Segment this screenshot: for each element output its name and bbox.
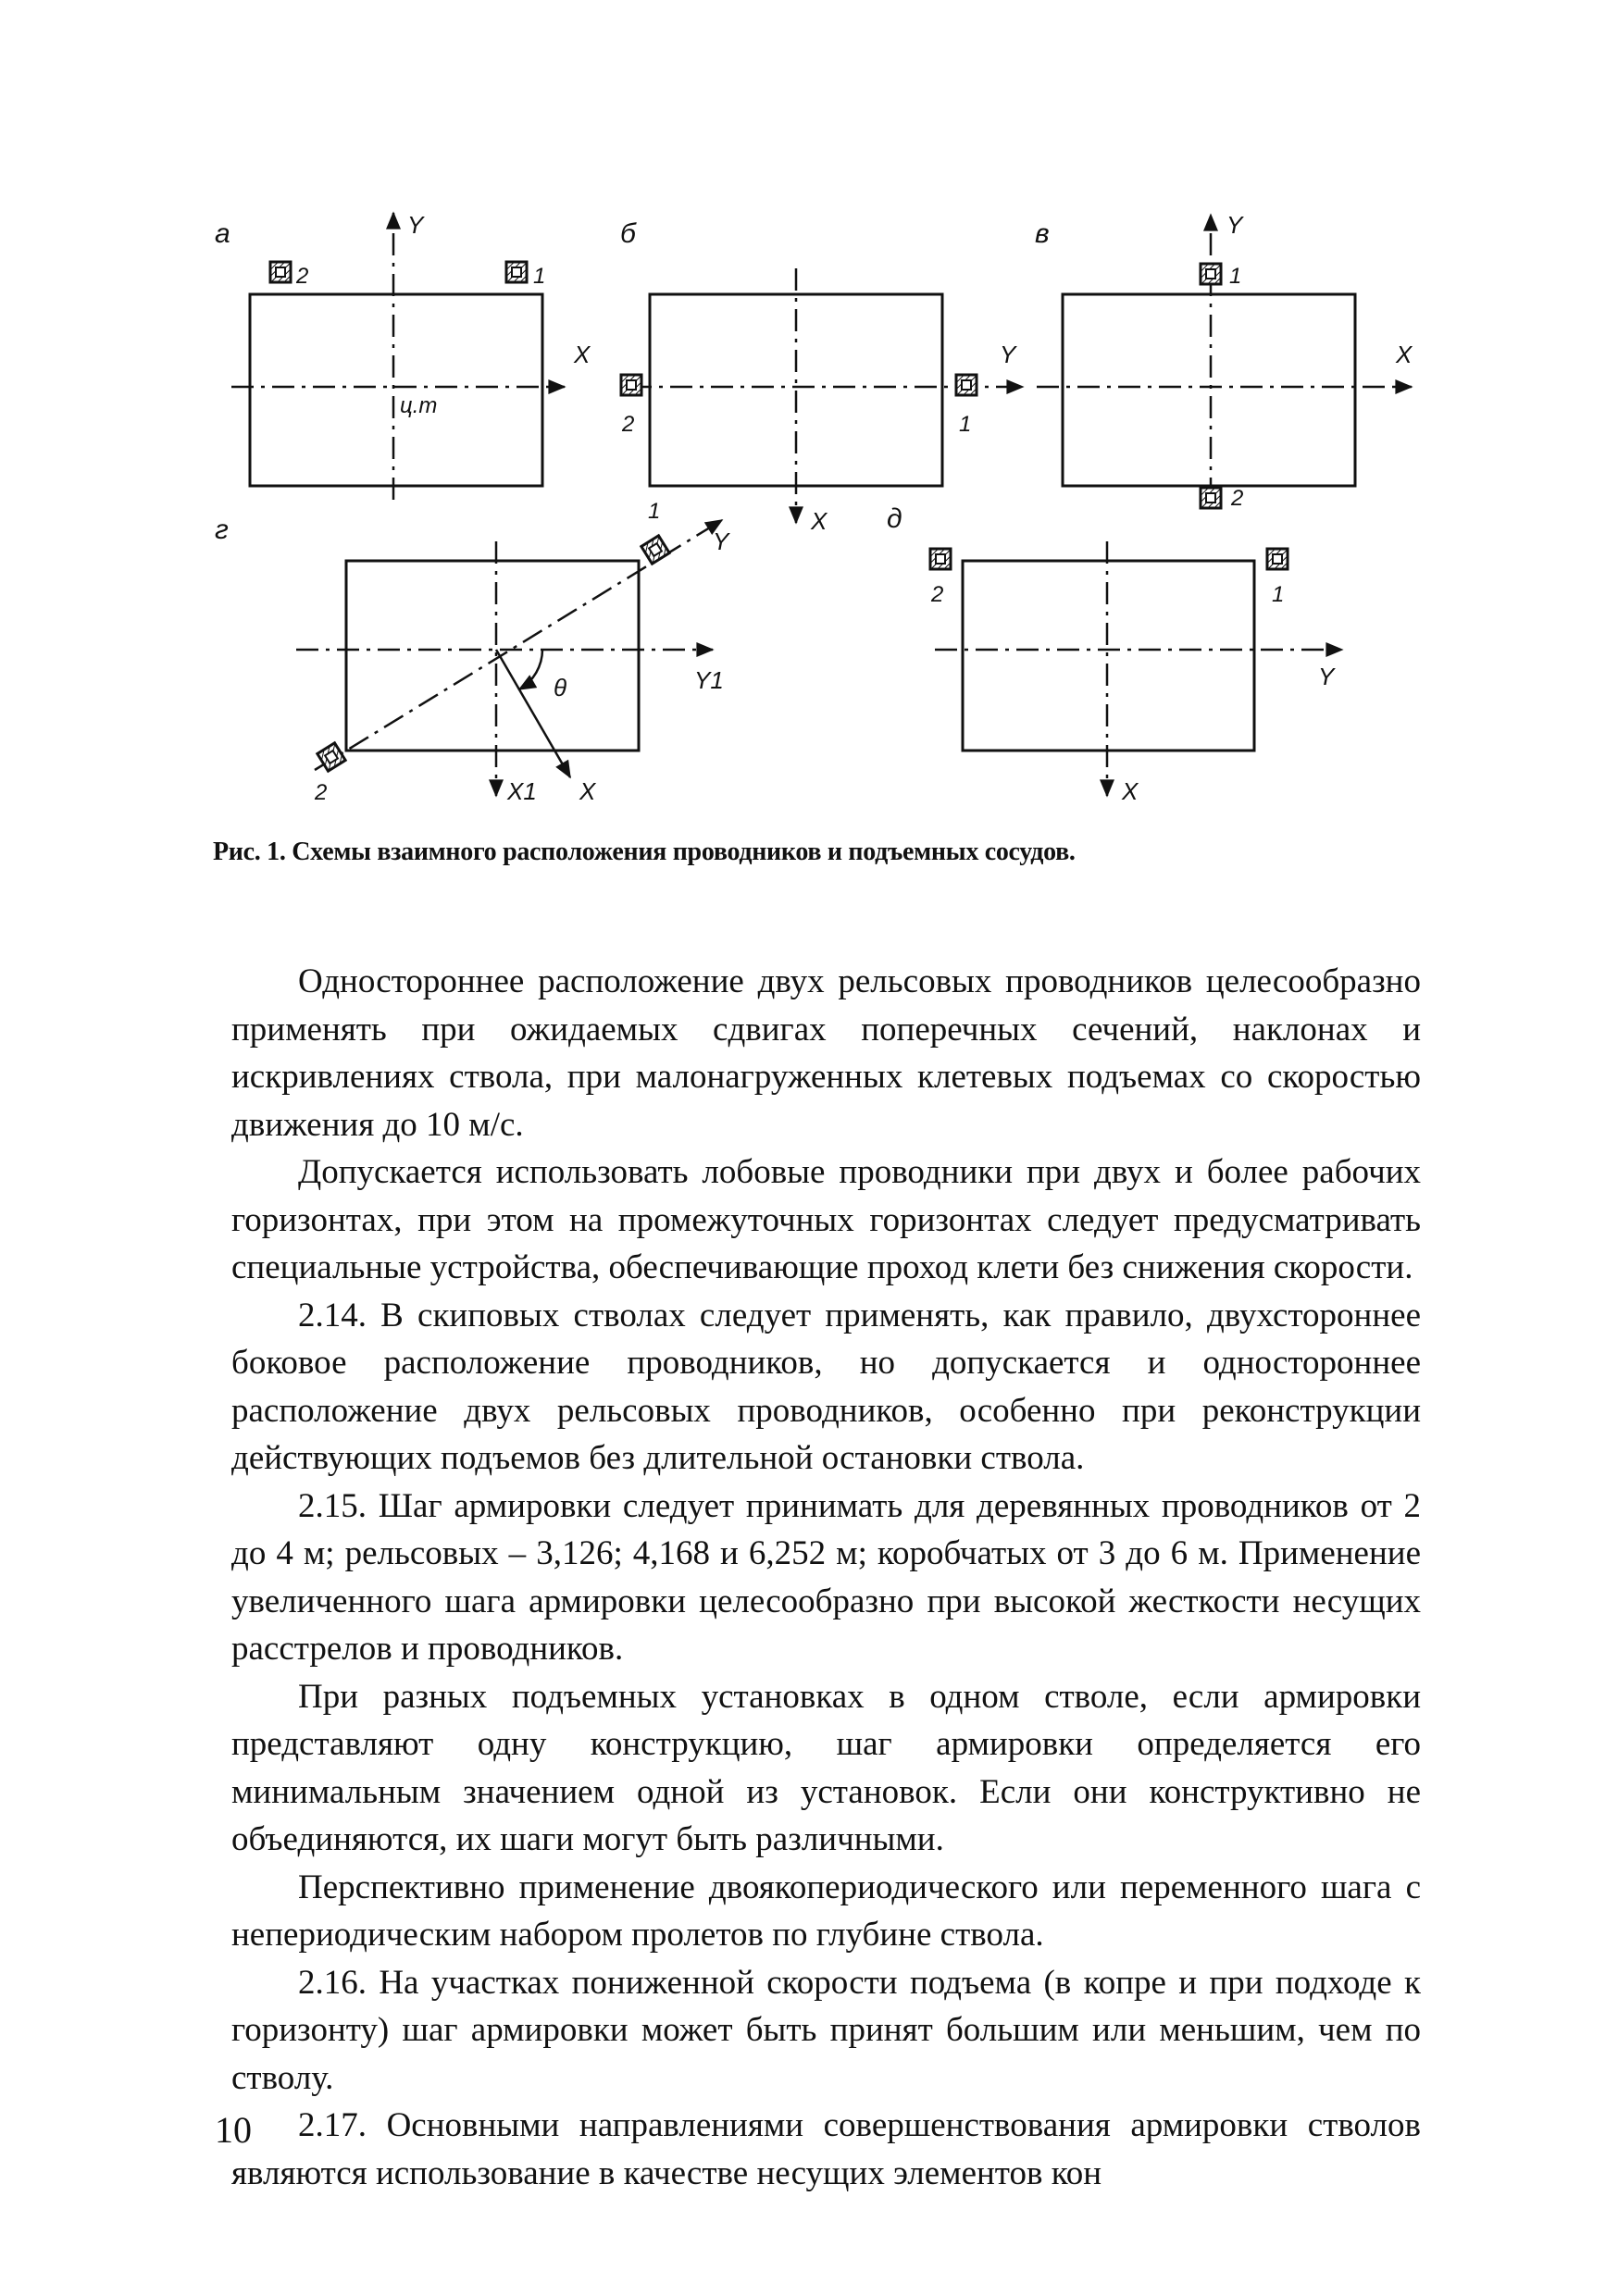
paragraph-4: 2.15. Шаг армировки следует принимать для деревянных проводников от 2 до 4 м; рельсовых – 3,126; 4,168 и 6,252 м; коробчатых от 3 до 6 м. Применение увеличенного шага армировки целесообразно при высокой жесткости несущих расстрелов и проводников. bbox=[231, 1486, 1421, 1668]
panel-b-label-x: X bbox=[811, 507, 828, 535]
panel-a-guide-2 bbox=[270, 262, 291, 282]
panel-v-label-x: X bbox=[1396, 341, 1413, 368]
panel-d-vessel bbox=[963, 561, 1254, 751]
panel-g-label-x: X bbox=[579, 777, 596, 805]
panel-v-guide-2-label: 2 bbox=[1231, 486, 1244, 511]
panel-v-letter: в bbox=[1035, 218, 1050, 249]
panel-b-letter: б bbox=[620, 218, 636, 249]
paragraph-5: При разных подъемных установках в одном стволе, если армировки представляют одну конструкцию, шаг армировки определяется его минимальным значением одной из установок. Если они конструктивно не объединяются, их шаги могут быть различными. bbox=[231, 1677, 1421, 1858]
panel-d-guide-2 bbox=[930, 549, 951, 569]
panel-b-guide-1-label: 1 bbox=[959, 412, 972, 437]
panel-a-guide-1 bbox=[506, 262, 527, 282]
panel-g-angle-arc bbox=[519, 650, 542, 689]
panel-g-guide-1-label: 1 bbox=[648, 499, 661, 524]
panel-g-letter: г bbox=[215, 515, 229, 545]
panel-a-letter: а bbox=[215, 218, 230, 249]
panel-b-guide-2-label: 2 bbox=[622, 412, 635, 437]
panel-g-guide-2-label: 2 bbox=[315, 780, 328, 805]
panel-d-guide-1-label: 1 bbox=[1272, 582, 1285, 607]
panel-g-guide-1 bbox=[641, 536, 669, 564]
figure-guide-layouts bbox=[0, 0, 1618, 833]
panel-v-guide-1-label: 1 bbox=[1229, 264, 1242, 289]
paragraph-1: Одностороннее расположение двух рельсовых проводников целесообразно применять при ожидаемых сдвигах поперечных сечений, наклонах и искривлениях ствола, при малонагруженных клетевых подъемах со скоростью движения до 10 м/с. bbox=[231, 962, 1421, 1144]
panel-b-label-y: Y bbox=[1000, 341, 1016, 368]
panel-b bbox=[620, 218, 1023, 535]
paragraph-7: 2.16. На участках пониженной скорости подъема (в копре и при подходе к горизонту) шаг армировки может быть принят большим или меньшим, чем по стволу. bbox=[231, 1963, 1421, 2097]
panel-a-guide-2-label: 2 bbox=[296, 264, 309, 289]
panel-v-label-y: Y bbox=[1226, 211, 1243, 239]
paragraph-8: 2.17. Основными направлениями совершенствования армировки стволов являются использование в качестве несущих элементов кон bbox=[231, 2106, 1421, 2192]
panel-d-letter: д bbox=[887, 503, 902, 534]
panel-g-label-x1: X1 bbox=[507, 777, 537, 805]
panel-g-vessel bbox=[346, 561, 639, 751]
panel-v-guide-1 bbox=[1201, 264, 1221, 284]
paragraph-3: 2.14. В скиповых стволах следует применять, как правило, двухстороннее боковое расположение проводников, но допускается и одностороннее расположение двух рельсовых проводников, особенно при реконструкции действующих подъемов без длительной остановки ствола. bbox=[231, 1296, 1421, 1477]
panel-a-guide-1-label: 1 bbox=[533, 264, 546, 289]
panel-g-label-theta: θ bbox=[554, 674, 567, 701]
body-text bbox=[231, 958, 1421, 2197]
panel-g-label-y1: Y1 bbox=[694, 666, 724, 694]
panel-d bbox=[887, 503, 1342, 805]
panel-b-guide-1 bbox=[956, 375, 977, 395]
panel-a bbox=[215, 211, 591, 500]
panel-d-label-x: X bbox=[1122, 777, 1139, 805]
panel-g-label-y: Y bbox=[713, 527, 729, 555]
panel-a-vessel bbox=[250, 294, 542, 486]
panel-d-label-y: Y bbox=[1318, 663, 1335, 690]
paragraph-2: Допускается использовать лобовые проводники при двух и более рабочих горизонтах, при этом на промежуточных горизонтах следует предусматривать специальные устройства, обеспечивающие проход клети без снижения скорости. bbox=[231, 1153, 1421, 1286]
panel-a-label-y: Y bbox=[407, 211, 424, 239]
panel-v-guide-2 bbox=[1201, 488, 1221, 508]
panel-g-axis-x bbox=[496, 650, 570, 777]
panel-b-guide-2 bbox=[621, 375, 641, 395]
panel-a-center-label: ц.т bbox=[400, 393, 438, 418]
panel-d-guide-1 bbox=[1267, 549, 1288, 569]
panel-v bbox=[1035, 211, 1413, 511]
page-number: 10 bbox=[215, 2109, 252, 2151]
paragraph-6: Перспективно применение двоякопериодического или переменного шага с непериодическим набором пролетов по глубине ствола. bbox=[231, 1868, 1421, 1954]
panel-g bbox=[215, 499, 730, 805]
panel-a-label-x: X bbox=[574, 341, 591, 368]
panel-v-vessel bbox=[1063, 294, 1355, 486]
panel-d-guide-2-label: 2 bbox=[931, 582, 944, 607]
figure-caption: Рис. 1. Схемы взаимного расположения проводников и подъемных сосудов. bbox=[213, 838, 1076, 866]
